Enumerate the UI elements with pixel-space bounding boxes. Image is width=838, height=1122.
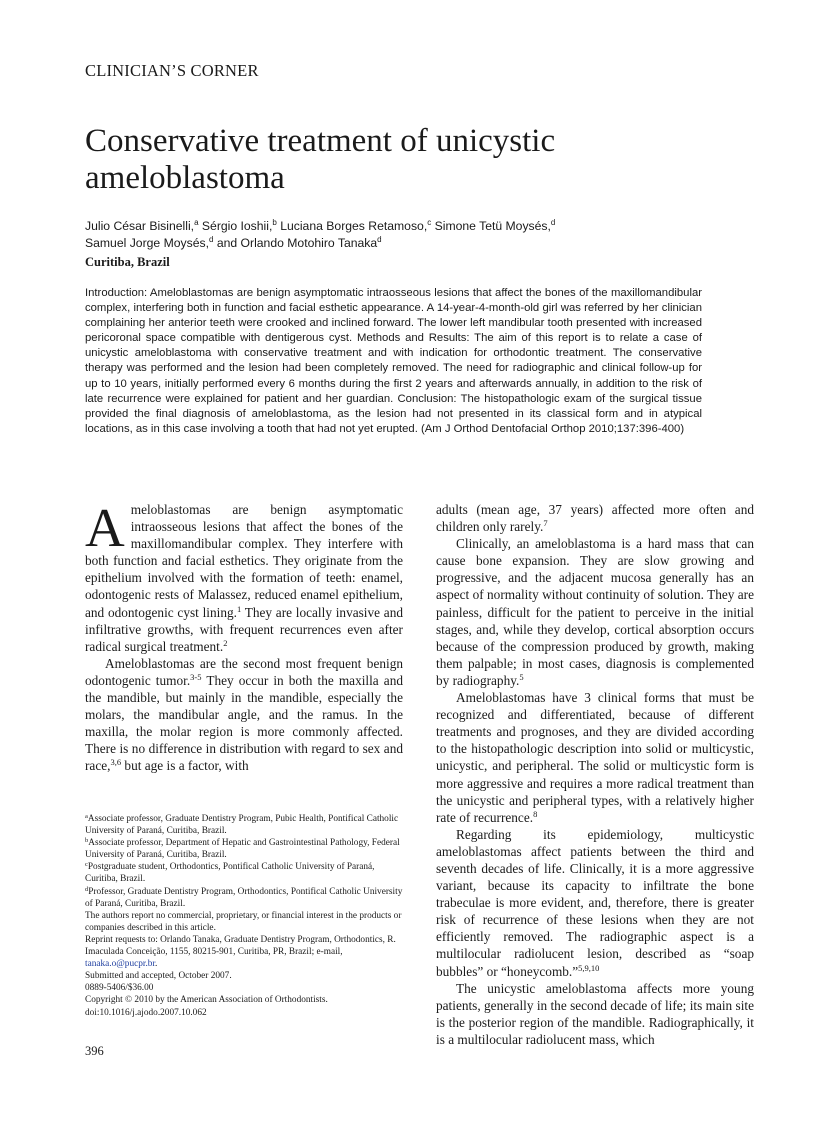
affiliation-footnote xyxy=(85,813,403,837)
body-text: but age is a factor, with xyxy=(121,758,249,774)
reprint-requests xyxy=(85,934,403,970)
body-paragraph xyxy=(85,655,403,775)
body-paragraph xyxy=(436,826,754,980)
footnote-text: Associate professor, Graduate Dentistry Program, Pubic Health, Pontifical Catholic University of Paraná, Curitiba, Brazil. xyxy=(85,814,399,837)
affiliation-mark: d xyxy=(377,235,382,244)
author-list xyxy=(85,218,755,252)
reprint-text: . xyxy=(155,959,158,970)
copyright: Copyright © 2010 by the American Association of Orthodontists. xyxy=(85,995,328,1006)
body-text: Clinically, an ameloblastoma is a hard mass that can cause bone expansion. They are slow growing and progressive, and the adjacent mucosa generally has an aspect of normality without continuity of solution. They are painless, difficult for the patient to perceive in the initial stages, and, while they develop, cortical absorption occurs because of the compression produced by growth, making them palpable; in most cases, diagnosis is complemented by radiography. xyxy=(436,536,754,688)
conflict-statement: The authors report no commercial, proprietary, or financial interest in the products or companies described in this article. xyxy=(85,910,402,933)
affiliation-mark: c xyxy=(427,218,432,227)
author-name: Sérgio Ioshii, xyxy=(201,219,273,233)
reprint-text: Reprint requests to: Orlando Tanaka, Graduate Dentistry Program, Orthodontics, R. Imaculada Conceição, 1155, 80215-901, Curitiba, PR, Brazil; e-mail, xyxy=(85,934,396,958)
citation-ref: 5,9,10 xyxy=(578,962,600,973)
body-paragraph xyxy=(436,535,754,689)
body-paragraph xyxy=(436,689,754,826)
body-text: Ameloblastomas are the second most frequent benign odontogenic tumor. xyxy=(85,655,403,688)
footnote-text: Professor, Graduate Dentistry Program, Orthodontics, Pontifical Catholic University of Paraná, Curitiba, Brazil. xyxy=(85,886,403,909)
body-paragraph xyxy=(85,497,403,655)
citation-ref: 3,6 xyxy=(110,757,122,768)
body-column-left xyxy=(85,497,403,775)
author-name: Luciana Borges Retamoso, xyxy=(280,219,428,233)
author-location: Curitiba, Brazil xyxy=(85,255,170,269)
article-title: Conservative treatment of unicystic ameloblastoma xyxy=(85,123,556,196)
abstract: Introduction: Ameloblastomas are benign asymptomatic intraosseous lesions that affect the bones of the maxillomandibular complex, interfering both in function and facial esthetic appearance. A 14-year-4-month-old girl was referred by her clinician complaining her anterior teeth were crooked and inclined forward. The lower left mandibular tooth presented with increased pericoronal space compatible with dentigerous cyst. Methods and Results: The aim of this report is to relate a case of unicystic ameloblastoma with conservative treatment and with indication for orthodontic treatment. The conservative therapy was performed and the lesion had been completely removed. The need for radiographic and clinical follow-up for up to 10 years, initially performed every 6 months during the first 2 years and afterwards annually, in addition to the risk of late recurrence were explained for patient and her guardian. Conclusion: The histopathologic exam of the surgical tissue provided the final diagnosis of ameloblastoma, as the lesion had not presented in its classical form and in atypical locations, as in this case involving a tooth that had not yet erupted. (Am J Orthod Dentofacial Orthop 2010;137:396-400) xyxy=(85,287,702,435)
footnotes xyxy=(85,813,403,1019)
citation-ref: 7 xyxy=(543,518,548,529)
footnote-mark: a xyxy=(85,813,88,820)
body-text: The unicystic ameloblastoma affects more young patients, generally in the second decade of life; its main site is the posterior region of the mandible. Radiographically, it is a multilocular radiolucent mass, which xyxy=(436,980,754,1047)
affiliation-footnote xyxy=(85,837,403,861)
affiliation-mark: d xyxy=(208,235,214,244)
affiliation-mark: b xyxy=(272,218,277,227)
citation-ref: 3-5 xyxy=(190,671,202,682)
footnote-mark: c xyxy=(85,861,88,869)
footnote-mark: d xyxy=(85,885,89,893)
citation-ref: 1 xyxy=(236,603,242,614)
footnote-text: Postgraduate student, Orthodontics, Pontifical Catholic University of Paraná, Curitiba, Brazil. xyxy=(85,862,375,885)
citation-ref: 8 xyxy=(533,808,538,819)
body-text: Ameloblastomas have 3 clinical forms that must be recognized and differentiated, because of different treatments and prognoses, and they are divided according to the histopathologic description into solid or multicystic, unicystic, and peripheral. The solid or multicystic form is more aggressive and requires a more radical treatment than the unicystic and peripheral types, with a relatively higher rate of recurrence. xyxy=(436,690,754,825)
submitted-date: Submitted and accepted, October 2007. xyxy=(85,971,232,982)
body-column-right xyxy=(436,501,754,1048)
author-name: Julio César Bisinelli, xyxy=(85,219,195,233)
affiliation-mark: a xyxy=(194,218,199,227)
affiliation-mark: d xyxy=(550,218,556,227)
body-text: Regarding its epidemiology, multicystic ameloblastomas affect patients between the third and seventh decades of life. Clinically, it is a more aggressive variant, because its capacity to infiltrate the bone trabeculae is more evident, and, therefore, there is greater risk of recurrence of these lesions when they are not efficiently removed. The radiographic aspect is a multilocular radiolucent lesion, described as “soap bubbles” or “honeycomb.” xyxy=(436,826,754,979)
body-text: meloblastomas are benign asymptomatic intraosseous lesions that affect the bones of the maxillomandibular complex. They interfere with both function and facial esthetics. They originate from the epithelium involved with the formation of teeth: enamel, odontogenic rests of Malassez, reduced enamel epithelium, and odontogenic cyst lining. xyxy=(85,502,403,620)
body-text: They occur in both the maxilla and the mandible, but mainly in the mandible, especially the molars, the mandibular angle, and the ramus. In the maxilla, the molar region is more commonly affected. There is no difference in distribution with regard to sex and race, xyxy=(85,672,403,774)
affiliation-footnote xyxy=(85,861,403,885)
page-number: 396 xyxy=(85,1044,104,1058)
email-link[interactable]: tanaka.o@pucpr.br xyxy=(85,959,156,970)
body-paragraph xyxy=(436,501,754,535)
section-label: CLINICIAN’S CORNER xyxy=(85,61,259,80)
citation-ref: 5 xyxy=(519,671,524,682)
author-name: Simone Tetü Moysés, xyxy=(434,219,551,233)
footnote-mark: b xyxy=(85,837,89,845)
body-text: They are locally invasive and infiltrative growths, with frequent recurrences even after radical surgical treatment. xyxy=(85,604,403,654)
issn: 0889-5406/$36.00 xyxy=(85,983,154,994)
footnote-text: Associate professor, Department of Hepatic and Gastrointestinal Pathology, Federal University of Paraná, Curitiba, Brazil. xyxy=(85,838,400,861)
affiliation-footnote xyxy=(85,886,403,910)
author-name: and Orlando Motohiro Tanaka xyxy=(216,236,378,250)
author-name: Samuel Jorge Moysés, xyxy=(85,236,209,250)
body-paragraph xyxy=(436,980,754,1048)
citation-ref: 2 xyxy=(223,637,228,648)
doi: doi:10.1016/j.ajodo.2007.10.062 xyxy=(85,1007,207,1018)
drop-cap: A xyxy=(85,497,125,558)
body-text: adults (mean age, 37 years) affected more often and children only rarely. xyxy=(436,502,754,535)
